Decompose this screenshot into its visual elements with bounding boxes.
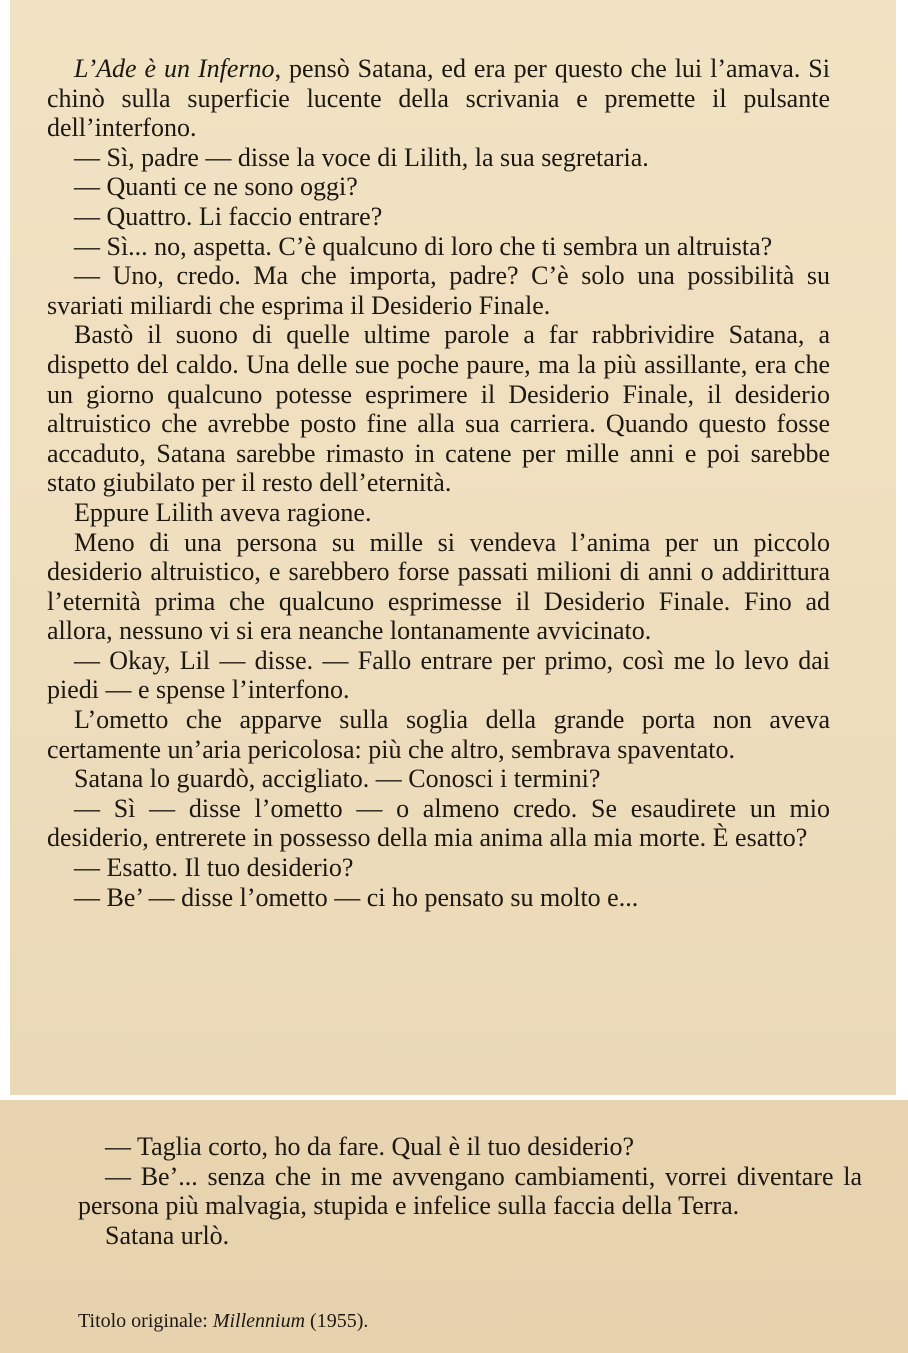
paragraph: — Uno, credo. Ma che importa, padre? C’è solo una possibilità su svariati miliardi che esprima il Desiderio Finale. xyxy=(47,261,830,320)
credit-title: Millennium xyxy=(212,1310,306,1332)
paragraph: Satana urlò. xyxy=(105,1220,230,1250)
paragraph: — Be’ — disse l’ometto — ci ho pensato su molto e... xyxy=(74,882,639,912)
paragraph: — Quanti ce ne sono oggi? xyxy=(74,172,358,202)
credit-label: Titolo originale: xyxy=(78,1310,213,1332)
paragraph xyxy=(47,54,830,143)
paragraph: — Quattro. Li faccio entrare? xyxy=(74,201,383,231)
original-title-credit xyxy=(78,1308,368,1334)
paragraph: L’ometto che apparve sulla soglia della grande porta non aveva certamente un’aria pericolosa: più che altro, sembrava spaventato. xyxy=(47,705,830,764)
story-text-top xyxy=(47,54,830,912)
story-text-bottom xyxy=(78,1132,862,1250)
italic-phrase: L’Ade è un Inferno xyxy=(74,54,275,83)
paragraph: — Esatto. Il tuo desiderio? xyxy=(74,853,354,883)
paragraph: — Okay, Lil — disse. — Fallo entrare per primo, così me lo levo dai piedi — e spense l’interfono. xyxy=(47,645,830,705)
paragraph: — Sì — disse l’ometto — o almeno credo. Se esaudirete un mio desiderio, entrerete in possesso della mia anima alla mia morte. È esatto? xyxy=(47,793,830,853)
credit-year: (1955). xyxy=(305,1310,369,1332)
paragraph: — Taglia corto, ho da fare. Qual è il tuo desiderio? xyxy=(105,1132,635,1161)
paragraph: Meno di una persona su mille si vendeva l’anima per un piccolo desiderio altruistico, e sarebbero forse passati milioni di anni o addirittura l’eternità prima che qualcuno esprimesse il Desiderio Finale. Fino ad allora, nessuno vi si era neanche lontanamente avvicinato. xyxy=(47,527,830,646)
paragraph-text: , pensò Satana, ed era per questo che lui l’amava. Si chinò sulla superficie lucente della scrivania e premette il pulsante dell’interfono. xyxy=(47,54,830,143)
paragraph: Satana lo guardò, accigliato. — Conosci i termini? xyxy=(74,764,601,794)
paragraph: — Be’... senza che in me avvengano cambiamenti, vorrei diventare la persona più malvagia, stupida e infelice sulla faccia della Terra. xyxy=(78,1161,862,1221)
paragraph: Bastò il suono di quelle ultime parole a far rabbrividire Satana, a dispetto del caldo. Una delle sue poche paure, ma la più assillante, era che un giorno qualcuno potesse esprimere il Desiderio Finale, il desiderio altruistico che avrebbe posto fine alla sua carriera. Quando questo fosse accaduto, Satana sarebbe rimasto in catene per mille anni e poi sarebbe stato giubilato per il resto dell’eternità. xyxy=(47,320,830,498)
paragraph: Eppure Lilith aveva ragione. xyxy=(74,497,372,527)
paragraph: — Sì... no, aspetta. C’è qualcuno di loro che ti sembra un altruista? xyxy=(74,231,773,261)
paragraph: — Sì, padre — disse la voce di Lilith, la sua segretaria. xyxy=(74,142,649,172)
